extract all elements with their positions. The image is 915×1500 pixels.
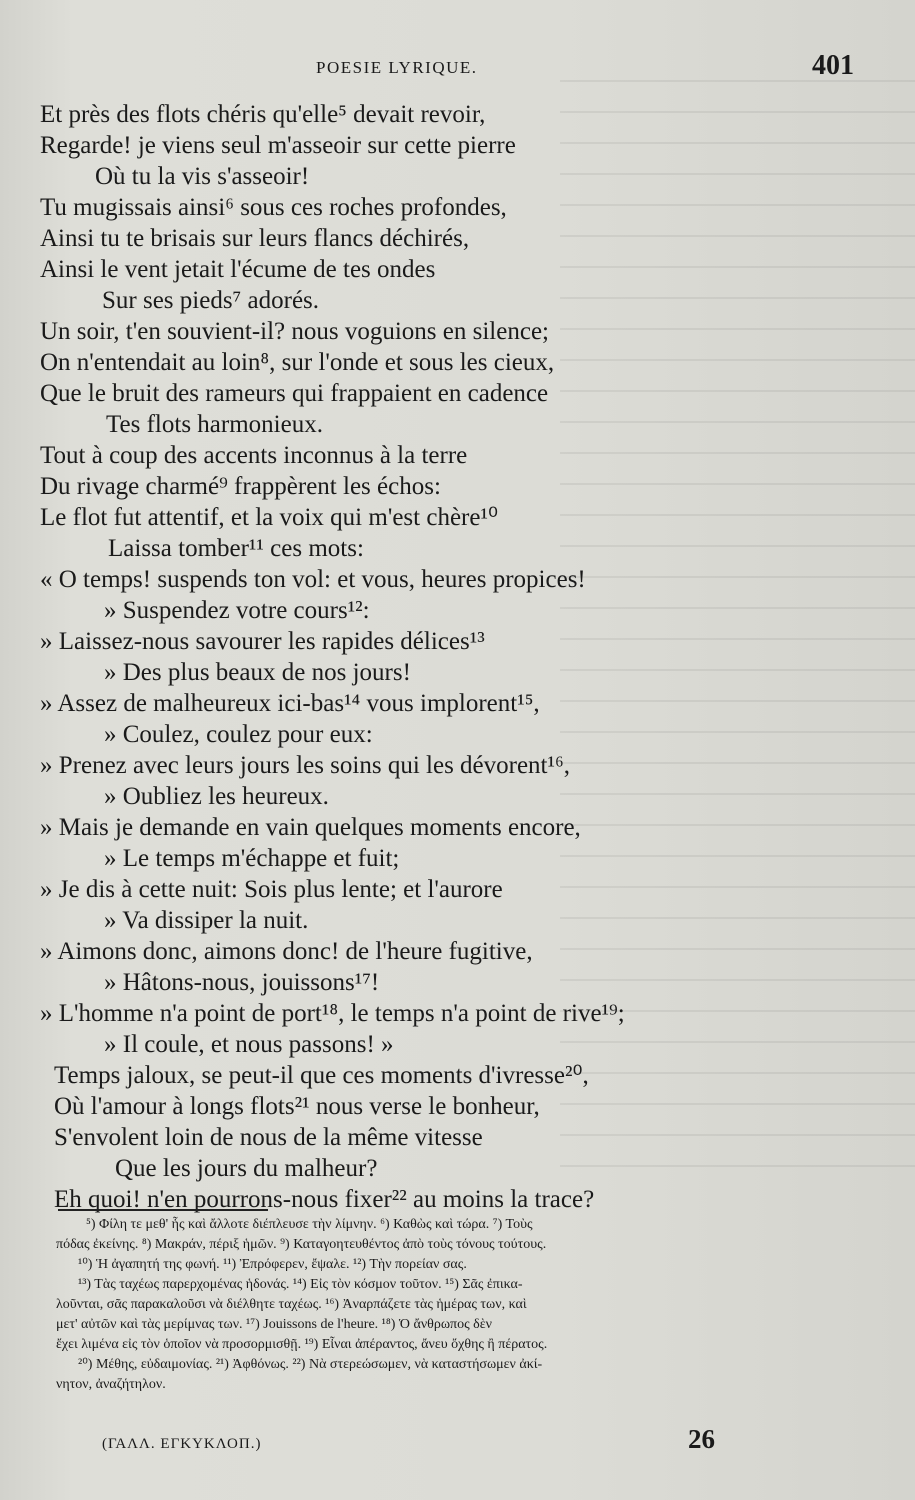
footnote-line: πόδας ἐκείνης. ⁸) Μακράν, πέριξ ἡμῶν. ⁹) Καταγοητευθέντος ἀπὸ τοὺς τόνους τούτους. <box>56 1237 547 1252</box>
poem-line: » Va dissiper la nuit. <box>104 907 309 934</box>
poem-line: Que le bruit des rameurs qui frappaient en cadence <box>40 380 549 407</box>
poem-line: Que les jours du malheur? <box>115 1155 378 1182</box>
poem-line: Le flot fut attentif, et la voix qui m'est chère¹⁰ <box>40 504 498 531</box>
poem-line: » Il coule, et nous passons! » <box>104 1031 394 1058</box>
poem-line: » Oubliez les heureux. <box>104 783 329 810</box>
footnote-line: μετ' αὐτῶν καὶ τὰς μερίμνας των. ¹⁷) Jouissons de l'heure. ¹⁸) Ὁ ἄνθρωπος δὲν <box>56 1317 492 1332</box>
poem-line: Ainsi tu te brisais sur leurs flancs déchirés, <box>40 225 470 252</box>
poem-line: » Hâtons-nous, jouissons¹⁷! <box>104 969 380 996</box>
footnote-rule <box>58 1209 268 1211</box>
poem-line: Sur ses pieds⁷ adorés. <box>102 287 320 314</box>
poem-line: » Prenez avec leurs jours les soins qui les dévorent¹⁶, <box>40 752 570 779</box>
poem-line: On n'entendait au loin⁸, sur l'onde et sous les cieux, <box>40 349 555 376</box>
poem-line: Eh quoi! n'en pourrons-nous fixer²² au moins la trace? <box>54 1186 595 1213</box>
poem-line: Tout à coup des accents inconnus à la terre <box>40 442 468 469</box>
poem-line: Regarde! je viens seul m'asseoir sur cette pierre <box>40 132 516 159</box>
poem-line: » Le temps m'échappe et fuit; <box>104 845 400 872</box>
footnote-line: ἔχει λιμένα εἰς τὸν ὁποῖον νὰ προσορμισθῇ. ¹⁹) Εἶναι ἀπέραντος, ἄνευ ὄχθης ἢ πέρατος. <box>56 1337 548 1352</box>
footnote-line: ¹³) Τὰς ταχέως παρερχομένας ἡδονάς. ¹⁴) Εἰς τὸν κόσμον τοῦτον. ¹⁵) Σᾶς ἐπικα- <box>78 1277 523 1292</box>
footnote-line: ¹⁰) Ἡ ἀγαπητή της φωνή. ¹¹) Ἐπρόφερεν, ἔψαλε. ¹²) Τὴν πορείαν σας. <box>78 1257 467 1272</box>
poem-line: Ainsi le vent jetait l'écume de tes ondes <box>40 256 436 283</box>
poem-line: Temps jaloux, se peut-il que ces moments d'ivresse²⁰, <box>54 1062 589 1089</box>
poem-line: » Coulez, coulez pour eux: <box>104 721 373 748</box>
running-title: POESIE LYRIQUE. <box>316 58 478 77</box>
poem-line: Où tu la vis s'asseoir! <box>95 163 310 190</box>
poem-line: « O temps! suspends ton vol: et vous, heures propices! <box>40 566 586 593</box>
imprint-label: (ΓΑΛΛ. ΕΓΚΥΚΛΟΠ.) <box>102 1436 262 1452</box>
poem-line: » Je dis à cette nuit: Sois plus lente; et l'aurore <box>40 876 503 903</box>
page-number: 401 <box>812 50 854 81</box>
poem-line: » Assez de malheureux ici-bas¹⁴ vous implorent¹⁵, <box>40 690 540 717</box>
poem-line: Tu mugissais ainsi⁶ sous ces roches profondes, <box>40 194 507 221</box>
poem-line: » Laissez-nous savourer les rapides délices¹³ <box>40 628 485 655</box>
footnote-line: ²⁰) Μέθης, εὐδαιμονίας. ²¹) Ἀφθόνως. ²²) Νὰ στερεώσωμεν, νὰ καταστήσωμεν ἀκί- <box>78 1357 543 1372</box>
footnote-line: λοῦνται, σᾶς παρακαλοῦσι νὰ διέλθητε ταχέως. ¹⁶) Ἀναρπάζετε τὰς ἡμέρας των, καὶ <box>56 1297 527 1312</box>
poem-line: » Suspendez votre cours¹²: <box>104 597 370 624</box>
poem-line: » Des plus beaux de nos jours! <box>104 659 411 686</box>
poem-line: Laissa tomber¹¹ ces mots: <box>108 535 364 562</box>
poem-line: Et près des flots chéris qu'elle⁵ devait revoir, <box>40 101 486 128</box>
signature-number: 26 <box>688 1424 715 1454</box>
poem-line: Du rivage charmé⁹ frappèrent les échos: <box>40 473 441 500</box>
poem-line: » L'homme n'a point de port¹⁸, le temps n'a point de rive¹⁹; <box>40 1000 625 1027</box>
poem-line: » Aimons donc, aimons donc! de l'heure fugitive, <box>40 938 533 965</box>
footnote-line: νητον, ἀναζήτηλον. <box>56 1377 166 1392</box>
footnote-line: ⁵) Φίλη τε μεθ' ἧς καὶ ἄλλοτε διέπλευσε τὴν λίμνην. ⁶) Καθὼς καὶ τώρα. ⁷) Τοὺς <box>86 1217 533 1232</box>
poem-line: Tes flots harmonieux. <box>106 411 323 438</box>
poem-line: Où l'amour à longs flots²¹ nous verse le bonheur, <box>54 1093 540 1120</box>
poem-line: » Mais je demande en vain quelques moments encore, <box>40 814 581 841</box>
poem-line: S'envolent loin de nous de la même vitesse <box>54 1124 483 1151</box>
poem-line: Un soir, t'en souvient-il? nous voguions en silence; <box>40 318 549 345</box>
